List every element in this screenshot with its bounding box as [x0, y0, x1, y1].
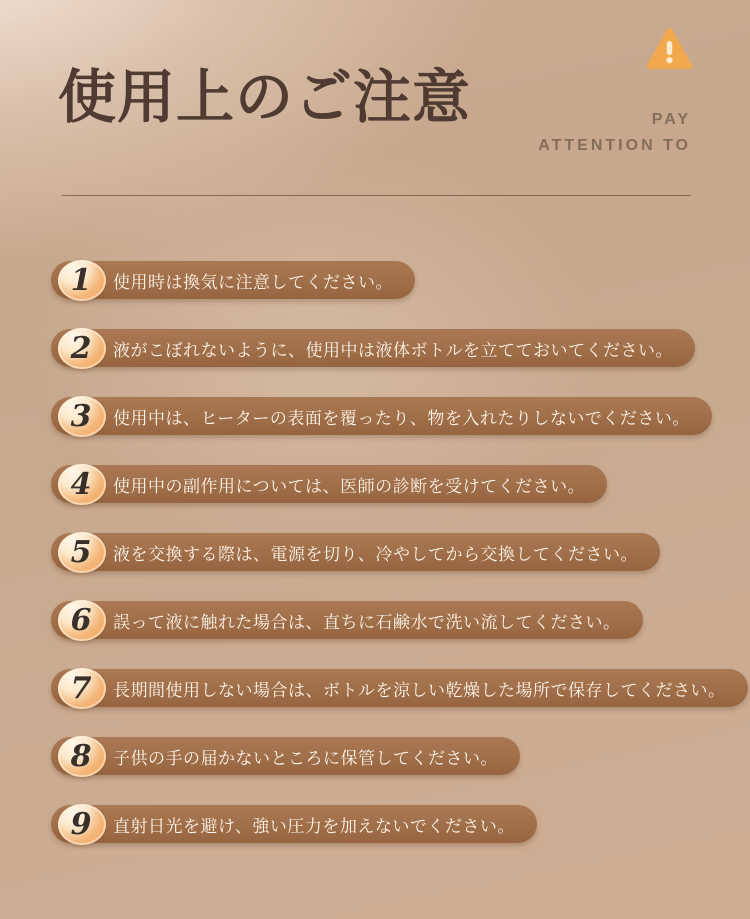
list-item [58, 600, 750, 641]
list-item [58, 804, 750, 845]
warning-triangle-icon [646, 26, 693, 73]
badge-number: 4 [70, 467, 92, 502]
notice-text: 使用中は、ヒーターの表面を覆ったり、物を入れたりしないでください。 [113, 408, 690, 428]
badge-number: 3 [70, 399, 92, 434]
number-badge [58, 804, 106, 845]
list-item [58, 736, 750, 777]
number-badge [58, 328, 106, 369]
divider [62, 195, 691, 196]
list-item [58, 328, 750, 369]
notice-pill [51, 465, 607, 503]
notice-pill [51, 329, 695, 367]
list-item [58, 464, 750, 505]
badge-number: 5 [70, 535, 92, 570]
list-item [58, 532, 750, 573]
notice-pill [51, 669, 748, 707]
notice-text: 液を交換する際は、電源を切り、冷やしてから交換してください。 [113, 544, 638, 564]
notice-pill [51, 533, 660, 571]
notice-text: 液がこぼれないように、使用中は液体ボトルを立てておいてください。 [113, 340, 673, 360]
badge-number: 8 [70, 739, 92, 774]
notice-pill [51, 805, 537, 843]
subtitle [538, 107, 691, 158]
number-badge [58, 260, 106, 301]
badge-number: 9 [70, 807, 92, 842]
notice-list [58, 260, 750, 872]
notice-pill [51, 601, 643, 639]
number-badge [58, 600, 106, 641]
number-badge [58, 396, 106, 437]
number-badge [58, 736, 106, 777]
notice-pill [51, 737, 520, 775]
badge-number: 2 [70, 331, 92, 366]
notice-text: 長期間使用しない場合は、ボトルを涼しい乾燥した場所で保存してください。 [113, 680, 726, 700]
badge-number: 7 [70, 671, 92, 706]
notice-pill [51, 397, 712, 435]
page-title: 使用上のご注意 [58, 65, 472, 130]
notice-text: 使用中の副作用については、医師の診断を受けてください。 [113, 476, 586, 496]
number-badge [58, 464, 106, 505]
subtitle-line-2: ATTENTION TO [538, 136, 691, 154]
notice-text: 子供の手の届かないところに保管してください。 [113, 748, 498, 768]
number-badge [58, 532, 106, 573]
notice-text: 誤って液に触れた場合は、直ちに石鹸水で洗い流してください。 [113, 612, 621, 632]
list-item [58, 396, 750, 437]
notice-text: 使用時は換気に注意してください。 [113, 272, 393, 292]
list-item [58, 668, 750, 709]
badge-number: 1 [70, 263, 92, 298]
notice-text: 直射日光を避け、強い圧力を加えないでください。 [113, 816, 515, 836]
list-item [58, 260, 750, 301]
badge-number: 6 [70, 603, 92, 638]
number-badge [58, 668, 106, 709]
subtitle-line-1: PAY [651, 111, 691, 128]
